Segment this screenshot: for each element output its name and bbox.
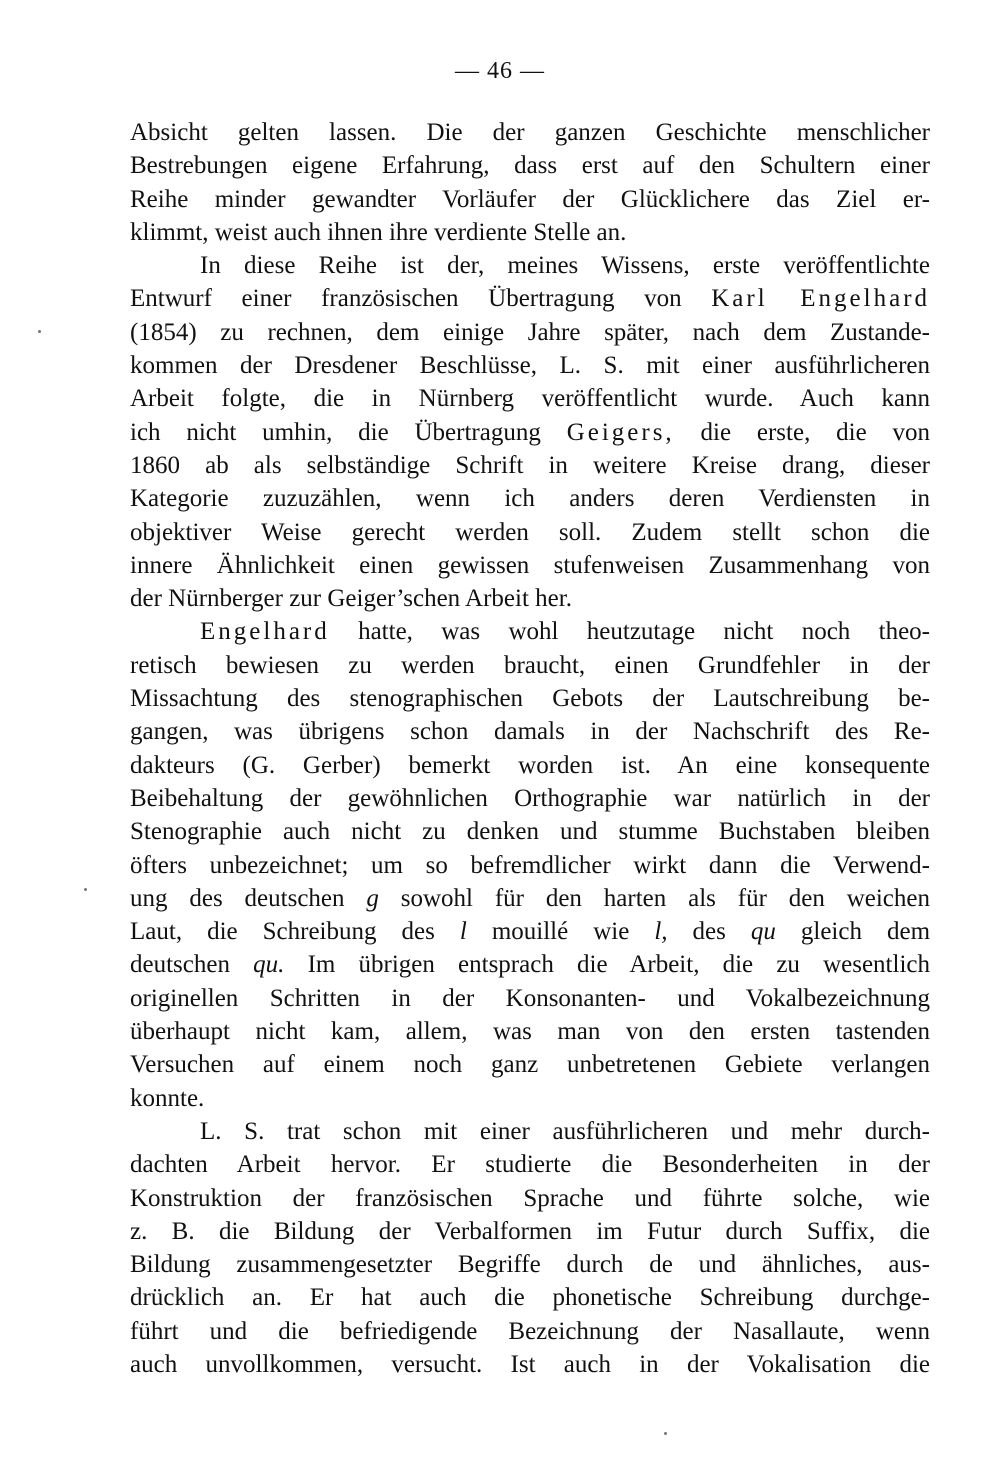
text-segment: hatte, was wohl heutzutage nicht noch theo- <box>358 618 930 646</box>
text-line <box>130 882 930 915</box>
text-segment: die erste, die von <box>700 418 930 446</box>
text-line: 1860 ab als selbständige Schrift in weitere Kreise drang, dieser <box>130 451 930 479</box>
italic-letter: g <box>366 884 379 912</box>
text-segment: gleich dem <box>800 918 930 946</box>
text-segment: Im übrigen entsprach die Arbeit, die zu wesentlich <box>307 951 930 979</box>
text-line: Absicht gelten lassen. Die der ganzen Geschichte menschlicher <box>130 119 930 146</box>
text-line: gangen, was übrigens schon damals in der Nachschrift des Re- <box>130 718 930 746</box>
text-line: z. B. die Bildung der Verbalformen im Futur durch Suffix, die <box>130 1217 930 1245</box>
text-segment: Laut, die Schreibung des <box>130 918 435 946</box>
text-line: Beibehaltung der gewöhnlichen Orthographie war natürlich in der <box>130 784 930 812</box>
scan-speck <box>84 888 87 891</box>
text-line: konnte. <box>130 1084 205 1112</box>
text-line: Konstruktion der französischen Sprache und führte solche, wie <box>130 1184 930 1212</box>
text-line: (1854) zu rechnen, dem einige Jahre später, nach dem Zustande- <box>130 318 930 346</box>
text-line: Arbeit folgte, die in Nürnberg veröffentlicht wurde. Auch kann <box>130 385 930 413</box>
text-line: Stenographie auch nicht zu denken und stumme Buchstaben bleiben <box>130 818 930 846</box>
text-line <box>130 915 930 948</box>
text-line: kommen der Dresdener Beschlüsse, L. S. mit einer ausführlicheren <box>130 352 930 380</box>
text-segment: mouillé wie <box>491 918 630 946</box>
italic-letter: l, <box>654 918 668 946</box>
text-line: führt und die befriedigende Bezeichnung der Nasallaute, wenn <box>130 1317 930 1345</box>
text-segment: Entwurf einer französischen Übertragung von <box>130 285 682 313</box>
text-line: objektiver Weise gerecht werden soll. Zudem stellt schon die <box>130 518 930 546</box>
author-name-engelhard: Engelhard <box>200 618 330 646</box>
text-segment: ung des deutschen <box>130 884 345 912</box>
text-line: retisch bewiesen zu werden braucht, einen Grundfehler in der <box>130 651 930 679</box>
text-segment: deutschen <box>130 951 230 979</box>
text-line: innere Ähnlichkeit einen gewissen stufenweisen Zusammenhang von <box>130 551 930 579</box>
text-line: Bildung zusammengesetzter Begriffe durch de und ähnliches, aus- <box>130 1251 930 1279</box>
text-line: überhaupt nicht kam, allem, was man von den ersten tastenden <box>130 1018 930 1046</box>
author-name-engelhard: Karl Engelhard <box>711 285 930 313</box>
text-line: öfters unbezeichnet; um so befremdlicher wirkt dann die Verwend- <box>130 851 930 879</box>
text-line: auch unvollkommen, versucht. Ist auch in der Vokalisation die <box>130 1350 930 1378</box>
text-segment: sowohl für den harten als für den weichen <box>400 884 930 912</box>
text-line: In diese Reihe ist der, meines Wissens, erste veröffentlichte <box>200 252 930 280</box>
text-line <box>130 615 930 648</box>
text-line: Versuchen auf einem noch ganz unbetretenen Gebiete verlangen <box>130 1051 930 1079</box>
italic-letter: qu. <box>253 951 285 979</box>
body-text <box>130 116 930 1381</box>
text-line: drücklich an. Er hat auch die phonetische Schreibung durchge- <box>130 1284 930 1312</box>
text-line: Reihe minder gewandter Vorläufer der Glücklichere das Ziel er- <box>130 185 930 213</box>
text-segment: des <box>692 918 726 946</box>
text-line <box>130 282 930 315</box>
text-line: L. S. trat schon mit einer ausführlicheren und mehr durch- <box>200 1117 930 1145</box>
text-line: Bestrebungen eigene Erfahrung, dass erst auf den Schultern einer <box>130 152 930 180</box>
page-number: — 46 — <box>455 58 545 84</box>
italic-letter: l <box>459 918 467 946</box>
text-line: der Nürnberger zur Geiger’schen Arbeit her. <box>130 585 572 613</box>
scan-speck <box>38 330 41 333</box>
author-name-geiger: Geigers, <box>566 418 675 446</box>
text-line: dakteurs (G. Gerber) bemerkt worden ist. An eine konsequente <box>130 751 930 779</box>
text-line <box>130 948 930 981</box>
text-line: Kategorie zuzuzählen, wenn ich anders deren Verdiensten in <box>130 485 930 513</box>
text-line: originellen Schritten in der Konsonanten- und Vokalbezeichnung <box>130 984 930 1012</box>
italic-letter: qu <box>750 918 776 946</box>
text-segment: ich nicht umhin, die Übertragung <box>130 418 541 446</box>
text-line: Missachtung des stenographischen Gebots der Lautschreibung be- <box>130 685 930 713</box>
scan-speck <box>664 1432 667 1435</box>
text-line: dachten Arbeit hervor. Er studierte die Besonderheiten in der <box>130 1151 930 1179</box>
text-line <box>130 416 930 449</box>
text-line: klimmt, weist auch ihnen ihre verdiente Stelle an. <box>130 218 627 246</box>
